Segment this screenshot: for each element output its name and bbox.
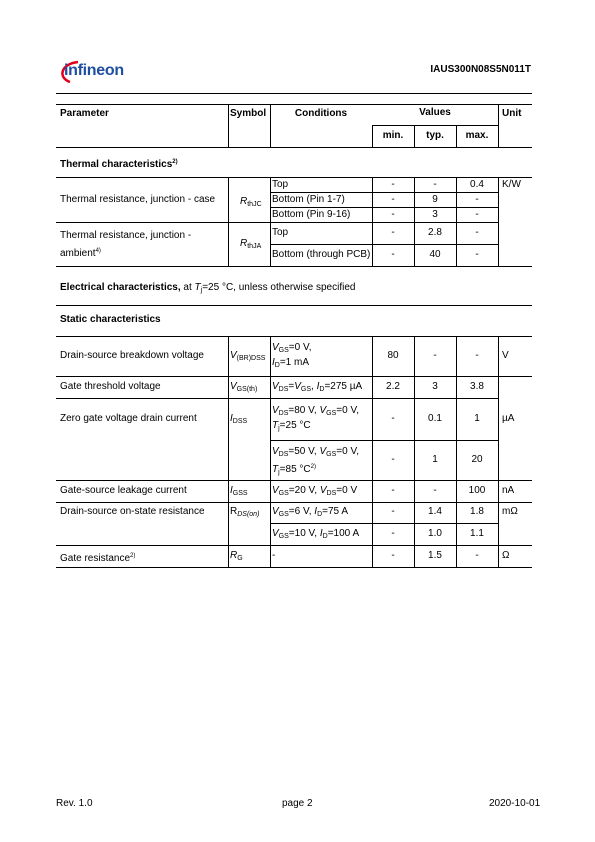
logo-text: infineon <box>64 62 124 79</box>
header-rule <box>56 93 532 94</box>
header-unit: Unit <box>502 108 522 119</box>
static-title-bottom-rule <box>56 336 532 337</box>
footer-page-number: page 2 <box>282 798 313 809</box>
rthja-cond-1: Top <box>272 227 289 238</box>
vth-typ: 3 <box>432 381 438 392</box>
rthjc-unit: K/W <box>502 179 521 190</box>
idss-r2-condition-1: $V_{DS}=50$ V, $V_{GS}=0$ V, <box>272 446 359 458</box>
rthjc-min-1: - <box>391 179 395 190</box>
rthja-typ-2: 40 <box>429 249 441 260</box>
vline-static-symbol <box>228 336 229 567</box>
rg-condition: - <box>272 550 276 561</box>
electrical-section-title: Electrical characteristics, at $T_j=25$ °C, unless otherwise specified <box>60 282 356 294</box>
vbr-bottom-rule <box>56 376 532 377</box>
rds-r1-min: - <box>391 506 395 517</box>
vbr-typ: - <box>433 350 437 361</box>
rds-r1-condition: $V_{GS}=6$ V, $I_D=75$ A <box>272 506 348 518</box>
idss-r2-condition-2: $T_j=85$ $^\circ C^{2)}$ <box>272 464 316 476</box>
table-top-rule <box>56 104 532 105</box>
idss-parameter: Zero gate voltage drain current <box>60 413 197 424</box>
vline-thermal-cond <box>270 177 271 266</box>
table-header-bottom-rule <box>56 147 532 148</box>
rthjc-min-2: - <box>391 194 395 205</box>
igss-condition: $V_{GS}=20$ V, $V_{DS}=0$ V <box>272 485 358 497</box>
rds-r2-typ: 1.0 <box>428 528 442 539</box>
igss-typ: - <box>433 485 437 496</box>
vbr-min: 80 <box>387 350 399 361</box>
rthja-typ-1: 2.8 <box>428 227 442 238</box>
header-typ: typ. <box>426 130 444 141</box>
values-sub-rule <box>372 125 498 126</box>
rg-symbol: $R_G$ <box>230 550 243 562</box>
idss-r2-max: 20 <box>471 454 483 465</box>
vline-static-cond <box>270 336 271 567</box>
idss-symbol: $I_{DSS}$ <box>230 413 248 425</box>
header-conditions: Conditions <box>294 108 348 119</box>
rds-r2-min: - <box>391 528 395 539</box>
header-min: min. <box>382 130 404 141</box>
rthja-max-2: - <box>475 249 479 260</box>
rds-r2-max: 1.1 <box>470 528 484 539</box>
idss-r1-min: - <box>391 413 395 424</box>
igss-unit: nA <box>502 485 515 496</box>
rds-row-rule <box>270 523 498 524</box>
vline-static-unit <box>498 336 499 567</box>
rthjc-cond-2: Bottom (Pin 1-7) <box>272 194 345 205</box>
vth-symbol: $V_{GS(th)}$ <box>230 381 258 393</box>
vbr-parameter: Drain-source breakdown voltage <box>60 350 204 361</box>
rthjc-min-3: - <box>391 209 395 220</box>
rthjc-typ-3: 3 <box>432 209 438 220</box>
rg-bottom-rule <box>56 567 532 568</box>
header-values: Values <box>419 107 451 118</box>
rds-r2-condition: $V_{GS}=10$ V, $I_D=100$ A <box>272 528 360 540</box>
igss-bottom-rule <box>56 502 532 503</box>
rthjc-parameter: Thermal resistance, junction - case <box>60 194 216 205</box>
idss-r2-min: - <box>391 454 395 465</box>
rds-unit: mΩ <box>502 506 518 517</box>
igss-parameter: Gate-source leakage current <box>60 485 187 496</box>
header-symbol: Symbol <box>230 108 267 119</box>
rg-typ: 1.5 <box>428 550 442 561</box>
thermal-section-title: Thermal characteristics$^{2)}$ <box>60 159 178 170</box>
rg-min: - <box>391 550 395 561</box>
header-max: max. <box>465 130 489 141</box>
vth-condition: $V_{DS}=V_{GS}$, $I_D=275$ µA <box>272 381 363 393</box>
rds-symbol: $R_{DS(on)}$ <box>230 506 260 518</box>
rg-parameter: Gate resistance$^{2)}$ <box>60 553 136 564</box>
rthjc-max-2: - <box>475 194 479 205</box>
rthjc-row2-rule <box>270 207 498 208</box>
thermal-bottom-rule <box>56 266 532 267</box>
vth-max: 3.8 <box>470 381 484 392</box>
infineon-logo <box>56 56 128 88</box>
rg-unit: Ω <box>502 550 510 561</box>
rthjc-max-3: - <box>475 209 479 220</box>
idss-unit: µA <box>502 413 515 424</box>
rthja-max-1: - <box>475 227 479 238</box>
vth-parameter: Gate threshold voltage <box>60 381 161 392</box>
header-parameter: Parameter <box>60 108 109 119</box>
idss-r1-condition-1: $V_{DS}=80$ V, $V_{GS}=0$ V, <box>272 405 359 417</box>
rds-r1-typ: 1.4 <box>428 506 442 517</box>
idss-r2-typ: 1 <box>432 454 438 465</box>
rds-r1-max: 1.8 <box>470 506 484 517</box>
vbr-condition-2: $I_D=1$ mA <box>272 357 310 369</box>
rthjc-bottom-rule <box>56 222 498 223</box>
electrical-bottom-rule <box>56 305 532 306</box>
idss-r1-max: 1 <box>474 413 480 424</box>
rthjc-max-1: 0.4 <box>470 179 484 190</box>
idss-row-rule <box>270 440 498 441</box>
vth-min: 2.2 <box>386 381 400 392</box>
footer-revision: Rev. 1.0 <box>56 798 93 809</box>
rds-bottom-rule <box>56 545 532 546</box>
rthjc-symbol: $R_{thJC}$ <box>240 196 262 208</box>
igss-min: - <box>391 485 395 496</box>
vline-thermal-unit <box>498 177 499 266</box>
vline-header-symbol <box>228 104 229 147</box>
thermal-top-rule <box>56 177 532 178</box>
vline-header-unit <box>498 104 499 147</box>
rthja-symbol: $R_{thJA}$ <box>240 238 262 250</box>
rthjc-typ-2: 9 <box>432 194 438 205</box>
rthjc-row1-rule <box>270 192 498 193</box>
vbr-max: - <box>475 350 479 361</box>
footer-date: 2020-10-01 <box>489 798 541 809</box>
vline-thermal-symbol <box>228 177 229 266</box>
rthja-row-rule <box>270 244 498 245</box>
rthja-parameter-line1: Thermal resistance, junction - <box>60 230 192 241</box>
rthja-cond-2: Bottom (through PCB) <box>272 249 371 260</box>
idss-r1-condition-2: $T_j=25$ °C <box>272 420 311 432</box>
static-section-title: Static characteristics <box>60 314 161 325</box>
idss-bottom-rule <box>56 480 532 481</box>
rthja-min-1: - <box>391 227 395 238</box>
vbr-unit: V <box>502 350 509 361</box>
rthjc-cond-3: Bottom (Pin 9-16) <box>272 209 351 220</box>
document-id: IAUS300N08S5N011T <box>430 64 531 75</box>
vbr-symbol: $V_{(BR)DSS}$ <box>230 350 266 362</box>
vth-bottom-rule <box>56 398 498 399</box>
rds-parameter: Drain-source on-state resistance <box>60 506 205 517</box>
rthja-min-2: - <box>391 249 395 260</box>
igss-max: 100 <box>468 485 486 496</box>
idss-r1-typ: 0.1 <box>428 413 442 424</box>
vbr-condition-1: $V_{GS}=0$ V, <box>272 342 312 354</box>
rthjc-typ-1: - <box>433 179 437 190</box>
rg-max: - <box>475 550 479 561</box>
rthja-parameter-line2: ambient$^{4)}$ <box>60 248 101 259</box>
rthjc-cond-1: Top <box>272 179 289 190</box>
igss-symbol: $I_{GSS}$ <box>230 485 248 497</box>
